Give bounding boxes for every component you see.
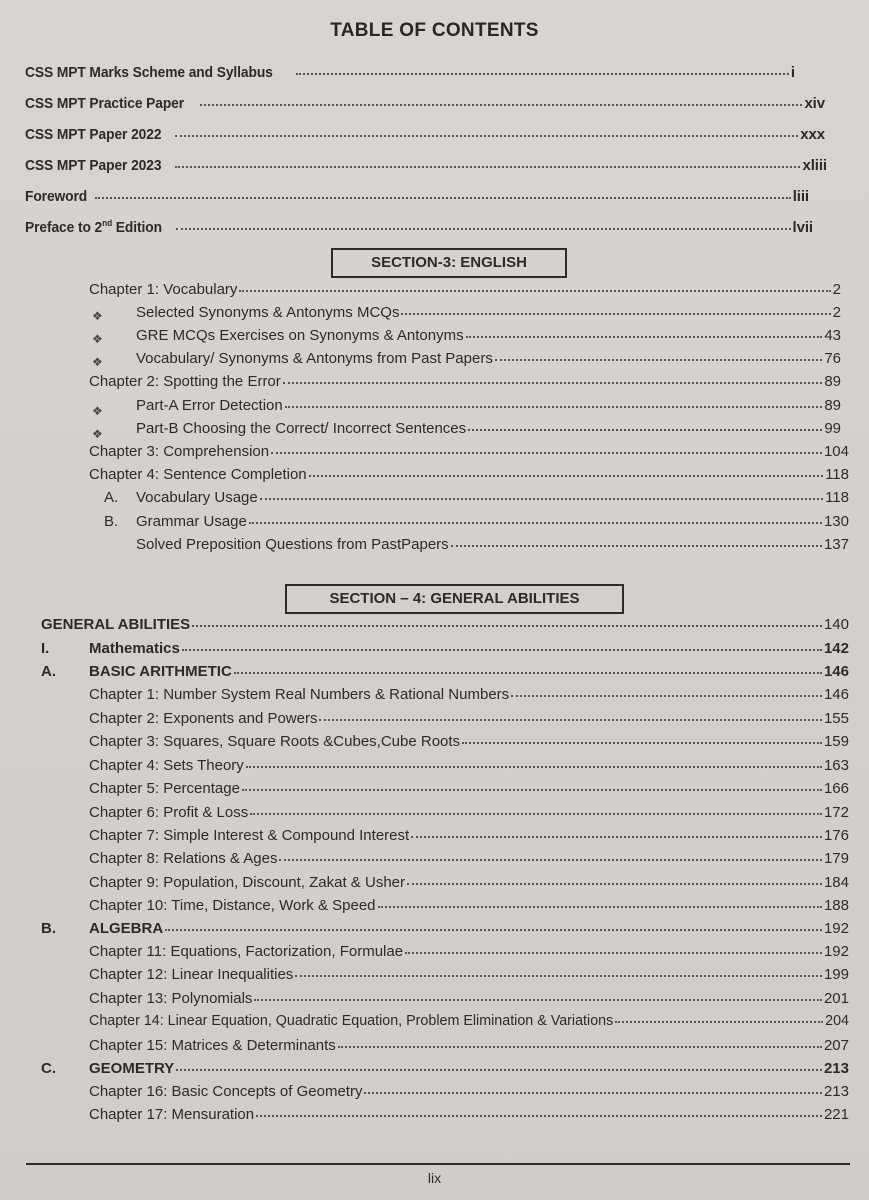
list-marker: A. (104, 489, 119, 506)
leader-dots (165, 929, 822, 931)
leader-dots (319, 719, 821, 721)
leader-dots (234, 672, 822, 674)
leader-dots (254, 999, 822, 1001)
section-3-heading: SECTION-3: ENGLISH (331, 248, 567, 278)
leader-dots (260, 498, 823, 500)
leader-dots (309, 475, 823, 477)
leader-dots (182, 649, 822, 651)
toc-entry[interactable]: CSS MPT Practice Paper xiv (25, 95, 825, 112)
toc-entry[interactable]: Chapter 5: Percentage 166 (89, 780, 849, 797)
toc-entry[interactable]: Chapter 17: Mensuration 221 (89, 1106, 849, 1123)
list-marker: I. (41, 640, 50, 657)
footer-rule (26, 1163, 850, 1165)
leader-dots (176, 1069, 822, 1071)
toc-entry[interactable]: Mathematics 142 (89, 640, 849, 657)
toc-entry[interactable]: Chapter 6: Profit & Loss 172 (89, 804, 849, 821)
toc-entry[interactable]: Chapter 1: Vocabulary 2 (89, 281, 841, 298)
toc-entry[interactable]: Chapter 10: Time, Distance, Work & Speed 188 (89, 897, 849, 914)
leader-dots (242, 789, 822, 791)
leader-dots (296, 73, 789, 75)
list-marker: A. (41, 663, 56, 680)
toc-entry[interactable]: Chapter 14: Linear Equation, Quadratic Equation, Problem Elimination & Variations 204 (89, 1013, 849, 1029)
toc-entry[interactable]: Grammar Usage 130 (136, 513, 849, 530)
toc-entry[interactable]: GRE MCQs Exercises on Synonyms & Antonyms 43 (136, 327, 841, 344)
toc-entry[interactable]: Chapter 13: Polynomials 201 (89, 990, 849, 1007)
leader-dots (271, 452, 822, 454)
toc-entry[interactable]: Solved Preposition Questions from PastPapers 137 (136, 536, 849, 553)
leader-dots (451, 545, 822, 547)
section-4-heading: SECTION – 4: GENERAL ABILITIES (285, 584, 624, 614)
toc-entry[interactable]: Chapter 11: Equations, Factorization, Formulae 192 (89, 943, 849, 960)
toc-entry[interactable]: BASIC ARITHMETIC 146 (89, 663, 849, 680)
diamond-bullet-icon: ❖ (92, 309, 103, 323)
toc-entry[interactable]: Chapter 15: Matrices & Determinants 207 (89, 1037, 849, 1054)
list-marker: B. (41, 920, 56, 937)
toc-entry[interactable]: Chapter 2: Spotting the Error 89 (89, 373, 841, 390)
toc-entry[interactable]: CSS MPT Paper 2023 xliii (25, 157, 827, 174)
leader-dots (338, 1046, 822, 1048)
leader-dots (462, 742, 822, 744)
toc-entry[interactable]: Selected Synonyms & Antonyms MCQs 2 (136, 304, 841, 321)
toc-entry[interactable]: Chapter 1: Number System Real Numbers & Rational Numbers 146 (89, 686, 849, 703)
leader-dots (279, 859, 822, 861)
toc-entry[interactable]: Vocabulary Usage 118 (136, 489, 849, 506)
leader-dots (176, 228, 791, 230)
toc-entry[interactable]: Chapter 16: Basic Concepts of Geometry 213 (89, 1083, 849, 1100)
leader-dots (495, 359, 822, 361)
leader-dots (250, 813, 822, 815)
toc-entry[interactable]: Chapter 7: Simple Interest & Compound Interest 176 (89, 827, 849, 844)
leader-dots (175, 166, 800, 168)
toc-entry[interactable]: Chapter 8: Relations & Ages 179 (89, 850, 849, 867)
leader-dots (246, 766, 822, 768)
toc-entry[interactable]: Chapter 12: Linear Inequalities 199 (89, 966, 849, 983)
leader-dots (95, 197, 791, 199)
toc-entry[interactable]: Part-A Error Detection 89 (136, 397, 841, 414)
diamond-bullet-icon: ❖ (92, 404, 103, 418)
diamond-bullet-icon: ❖ (92, 427, 103, 441)
toc-entry[interactable]: Preface to 2nd Edition lvii (25, 218, 813, 236)
toc-entry[interactable]: Chapter 4: Sentence Completion 118 (89, 466, 849, 483)
leader-dots (285, 406, 823, 408)
toc-entry[interactable]: Chapter 3: Squares, Square Roots &Cubes,Cube Roots 159 (89, 733, 849, 750)
leader-dots (256, 1115, 822, 1117)
leader-dots (615, 1021, 823, 1023)
toc-entry[interactable]: Chapter 4: Sets Theory 163 (89, 757, 849, 774)
toc-entry[interactable]: GENERAL ABILITIES 140 (41, 616, 849, 633)
leader-dots (405, 952, 822, 954)
leader-dots (468, 429, 822, 431)
toc-entry[interactable]: Foreword liii (25, 188, 809, 205)
leader-dots (364, 1092, 822, 1094)
leader-dots (175, 135, 798, 137)
toc-entry[interactable]: Vocabulary/ Synonyms & Antonyms from Past Papers 76 (136, 350, 841, 367)
leader-dots (192, 625, 822, 627)
leader-dots (249, 522, 822, 524)
leader-dots (200, 104, 803, 106)
toc-entry[interactable]: Part-B Choosing the Correct/ Incorrect Sentences 99 (136, 420, 841, 437)
toc-entry[interactable]: Chapter 9: Population, Discount, Zakat & Usher 184 (89, 874, 849, 891)
leader-dots (466, 336, 823, 338)
toc-entry[interactable]: ALGEBRA 192 (89, 920, 849, 937)
leader-dots (295, 975, 822, 977)
list-marker: C. (41, 1060, 56, 1077)
toc-entry[interactable]: CSS MPT Marks Scheme and Syllabus i (25, 64, 795, 81)
leader-dots (378, 906, 822, 908)
leader-dots (407, 883, 822, 885)
toc-entry[interactable]: Chapter 3: Comprehension 104 (89, 443, 849, 460)
list-marker: B. (104, 513, 119, 530)
toc-entry[interactable]: CSS MPT Paper 2022 xxx (25, 126, 825, 143)
leader-dots (411, 836, 822, 838)
diamond-bullet-icon: ❖ (92, 332, 103, 346)
diamond-bullet-icon: ❖ (92, 355, 103, 369)
toc-entry[interactable]: GEOMETRY 213 (89, 1060, 849, 1077)
leader-dots (511, 695, 822, 697)
page-title: TABLE OF CONTENTS (330, 20, 539, 41)
leader-dots (283, 382, 823, 384)
leader-dots (239, 290, 830, 292)
toc-entry[interactable]: Chapter 2: Exponents and Powers 155 (89, 710, 849, 727)
leader-dots (401, 313, 830, 315)
page-number: lix (427, 1170, 442, 1186)
